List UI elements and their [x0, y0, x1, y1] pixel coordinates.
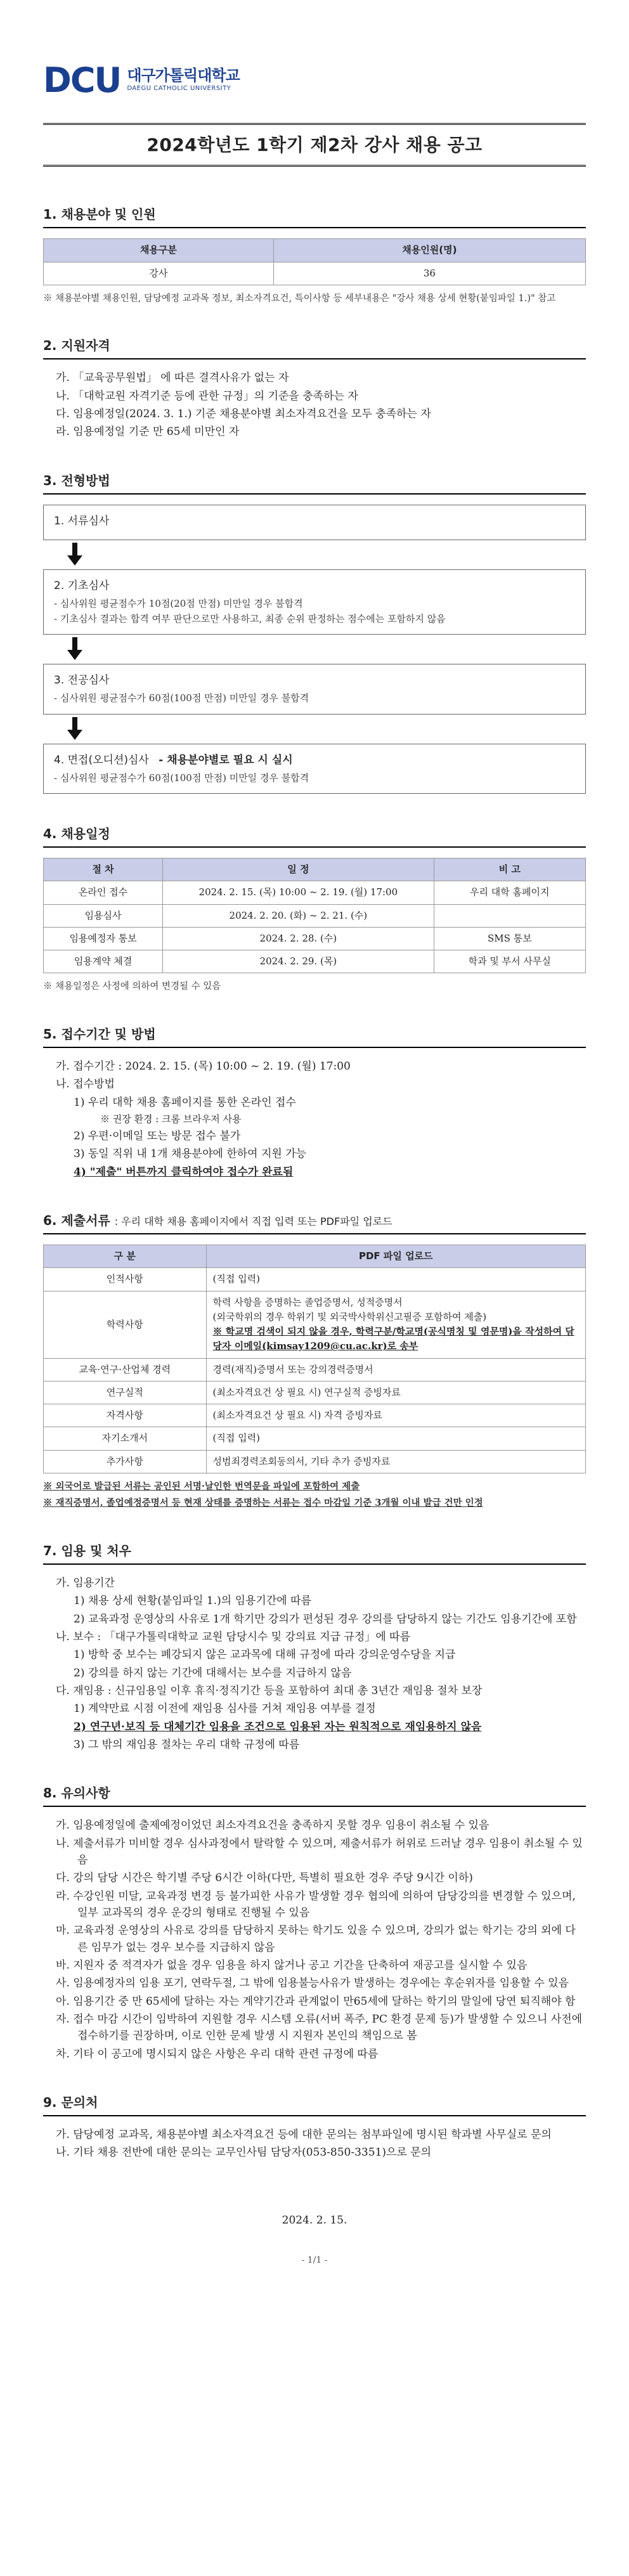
- title-box: [43, 123, 586, 167]
- section-heading: 6. 제출서류: [43, 1213, 110, 1229]
- section-screening: [43, 471, 586, 794]
- page-number: - 1/1 -: [301, 2255, 328, 2266]
- table-header: 채용인원(명): [273, 239, 585, 262]
- list-item: 마. 교육과정 운영상의 사유로 강의를 담당하지 못하는 학기도 있을 수 있으며, 강의가 없는 학기는 강의 외에 다른 임무가 없는 경우 보수를 지급하지 않음: [56, 1924, 576, 1954]
- section-positions: [43, 205, 586, 306]
- section-qualifications: [43, 336, 586, 440]
- university-logo: [43, 60, 586, 100]
- schedule-table: [43, 858, 586, 973]
- section-schedule: [43, 824, 586, 994]
- list-item: 2) 강의를 하지 않는 기간에 대해서는 보수를 지급하지 않음: [74, 1666, 352, 1680]
- list-item: 3) 동일 직위 내 1개 채용분야에 한하여 지원 가능: [74, 1148, 307, 1161]
- logo-name-ko: 대구가톨릭대학교: [127, 67, 240, 85]
- section-notices: [43, 1783, 586, 2062]
- list-item: 나. 제출서류가 미비할 경우 심사과정에서 탈락할 수 있으며, 제출서류가 허위로 드러날 경우 임용이 취소될 수 있음: [56, 1837, 583, 1867]
- table-cell: 강사: [44, 262, 274, 285]
- list-item: 1) 채용 상세 현황(붙임파일 1.)의 임용기간에 따름: [74, 1595, 311, 1608]
- page-title: 2024학년도 1학기 제2차 강사 채용 공고: [146, 134, 483, 155]
- section-contact: [43, 2093, 586, 2161]
- section-heading: 5. 접수기간 및 방법: [43, 1025, 586, 1048]
- note: ※ 채용일정은 사정에 의하여 변경될 수 있음: [43, 981, 221, 992]
- documents-table: [43, 1245, 586, 1473]
- table-header: 일 정: [163, 858, 434, 881]
- table-row: 자격사항 (최소자격요건 상 필요 시) 자격 증빙자료: [44, 1404, 586, 1427]
- table-header: 구 분: [44, 1245, 207, 1268]
- table-row: [44, 262, 586, 285]
- table-header: PDF 파일 업로드: [206, 1245, 586, 1268]
- table-cell: 36: [273, 262, 585, 285]
- list-item: 2) 교육과정 운영상의 사유로 1개 학기만 강의가 편성된 경우 강의를 담당하지 않는 기간도 임용기간에 포함: [74, 1612, 577, 1626]
- table-row: 추가사항 성범죄경력조회동의서, 기타 추가 증빙자료: [44, 1450, 586, 1473]
- step-document-review: 1. 서류심사: [43, 505, 586, 540]
- note: ※ 외국어로 발급된 서류는 공인된 서명·날인한 번역문을 파일에 포함하여 제출: [43, 1480, 360, 1492]
- list-item: 1) 우리 대학 채용 홈페이지를 통한 온라인 접수: [74, 1096, 296, 1109]
- list-item: 나. 「대학교원 자격기준 등에 관한 규정」의 기준을 충족하는 자: [56, 389, 358, 403]
- section-heading: 1. 채용분야 및 인원: [43, 205, 586, 228]
- table-row: 자기소개서 (직접 입력): [44, 1427, 586, 1450]
- list-item: 가. 접수기간 : 2024. 2. 15. (목) 10:00 ~ 2. 19. (월) 17:00: [56, 1059, 351, 1073]
- list-item: 4) "제출" 버튼까지 클릭하여야 접수가 완료됨: [74, 1165, 294, 1179]
- section-heading-extra: : 우리 대학 채용 홈페이지에서 직접 입력 또는 PDF파일 업로드: [114, 1215, 392, 1228]
- list-item: 2) 우편·이메일 또는 방문 접수 불가: [74, 1130, 241, 1143]
- table-row: 임용예정자 통보 2024. 2. 28. (수) SMS 통보: [44, 927, 586, 950]
- list-item: 가. 「교육공무원법」 에 따른 결격사유가 없는 자: [56, 372, 289, 385]
- step-basic-review: 2. 기초심사 - 심사위원 평균점수가 10점(20점 만점) 미만일 경우 불합격 - 기초심사 결과는 합격 여부 판단으로만 사용하고, 최종 순위 판정하는 점수에는 포함하지 않음: [43, 569, 586, 635]
- table-row: 학력사항 학력 사항을 증명하는 졸업증명서, 성적증명서 (외국학위의 경우 학위기 및 외국박사학위신고필증 포함하여 제출) ※ 학교명 검색이 되지 않을 경우, 학력구분/학교명(공식명칭 및 영문명)을 작성하여 담당자 이메일(kimsay1209@cu.ac.kr)로 송부: [44, 1291, 586, 1358]
- table-row: 온라인 접수 2024. 2. 15. (목) 10:00 ~ 2. 19. (월) 17:00 우리 대학 홈페이지: [44, 881, 586, 904]
- list-item: 다. 임용예정일(2024. 3. 1.) 기준 채용분야별 최소자격요건을 모두 충족하는 자: [56, 408, 431, 421]
- list-item: 나. 기타 채용 전반에 대한 문의는 교무인사팀 담당자(053-850-3351)으로 문의: [56, 2146, 432, 2159]
- section-documents: [43, 1211, 586, 1511]
- list-item: 자. 접수 마감 시간이 임박하여 지원할 경우 시스템 오류(서버 폭주, PC 환경 문제 등)가 발생할 수 있으니 사전에 접수하기를 권장하며, 이로 인한 문제 발생 시 지원자 본인의 책임으로 봄: [56, 2013, 583, 2043]
- interview-emphasis: - 채용분야별로 필요 시 실시: [159, 753, 293, 767]
- logo-name-en: DAEGU CATHOLIC UNIVERSITY: [127, 85, 231, 93]
- list-item: 1) 방학 중 보수는 폐강되지 않은 교과목에 대해 규정에 따라 강의운영수당을 지급: [74, 1648, 456, 1662]
- list-item: 차. 기타 이 공고에 명시되지 않은 사항은 우리 대학 관련 규정에 따름: [56, 2047, 379, 2061]
- section-heading: 8. 유의사항: [43, 1783, 586, 1807]
- list-item: 다. 강의 담당 시간은 학기별 주당 6시간 이하(다만, 특별히 필요한 경우 주당 9시간 이하): [56, 1872, 473, 1885]
- list-item: 2) 연구년·보직 등 대체기간 임용을 조건으로 임용된 자는 원칙적으로 재임용하지 않음: [74, 1720, 482, 1733]
- logo-mark: DCU: [43, 60, 121, 100]
- table-row: 인적사항 (직접 입력): [44, 1268, 586, 1291]
- list-item: 가. 임용예정일에 출제예정이었던 최소자격요건을 충족하지 못할 경우 임용이 취소될 수 있음: [56, 1819, 490, 1832]
- list-item: 나. 접수방법: [56, 1078, 115, 1091]
- positions-table: [43, 238, 586, 285]
- section-appointment: [43, 1541, 586, 1753]
- education-note: ※ 학교명 검색이 되지 않을 경우, 학력구분/학교명(공식명칭 및 영문명)을 작성하여 담당자 이메일(kimsay1209@cu.ac.kr)로 송부: [212, 1326, 574, 1352]
- section-heading: 2. 지원자격: [43, 336, 586, 359]
- table-row: 임용계약 체결 2024. 2. 29. (목) 학과 및 부서 사무실: [44, 950, 586, 973]
- table-header: 절 차: [44, 858, 163, 881]
- list-item: 3) 그 밖의 재임용 절차는 우리 대학 규정에 따름: [74, 1738, 300, 1751]
- note: ※ 재직증명서, 졸업예정증명서 등 현재 상태를 증명하는 서류는 접수 마감일 기준 3개월 이내 발급 건만 인정: [43, 1498, 483, 1509]
- list-item: 사. 임용예정자의 임용 포기, 연락두절, 그 밖에 임용불능사유가 발생하는 경우에는 후순위자를 임용할 수 있음: [56, 1977, 569, 1990]
- list-item: 바. 지원자 중 적격자가 없을 경우 임용을 하지 않거나 공고 기간을 단축하여 재공고를 실시할 수 있음: [56, 1959, 528, 1972]
- list-item: 가. 담당예정 교과목, 채용분야별 최소자격요건 등에 대한 문의는 첨부파일에 명시된 학과별 사무실로 문의: [56, 2128, 552, 2142]
- list-item: 나. 보수 : 「대구가톨릭대학교 교원 담당시수 및 강의료 지급 규정」에 따름: [56, 1630, 410, 1643]
- step-major-review: 3. 전공심사 - 심사위원 평균점수가 60점(100점 만점) 미만일 경우 불합격: [43, 664, 586, 715]
- section-heading: 4. 채용일정: [43, 824, 586, 848]
- note: ※ 권장 환경 : 크롬 브라우저 사용: [100, 1113, 242, 1125]
- list-item: 아. 임용기간 중 만 65세에 달하는 자는 계약기간과 관계없이 만65세에 달하는 학기의 말일에 당연 퇴직해야 함: [56, 1995, 576, 2008]
- table-row: 연구실적 (최소자격요건 상 필요 시) 연구실적 증빙자료: [44, 1381, 586, 1404]
- table-header: 비 고: [434, 858, 585, 881]
- section-heading: 9. 문의처: [43, 2093, 586, 2116]
- section-heading: 3. 전형방법: [43, 471, 586, 495]
- down-arrow-icon: [43, 540, 586, 569]
- note: ※ 채용분야별 채용인원, 담당예정 교과목 정보, 최소자격요건, 특이사항 등 세부내용은 "강사 채용 상세 현황(붙임파일 1.)" 참고: [43, 293, 556, 304]
- list-item: 가. 임용기간: [56, 1576, 115, 1589]
- list-item: 라. 수강인원 미달, 교육과정 변경 등 불가피한 사유가 발생할 경우 협의에 의하여 담당강의를 변경할 수 있으며, 일부 교과목의 경우 운강의 형태로 진행될 수 있음: [56, 1889, 576, 1919]
- step-interview: 4. 면접(오디션)심사 - 채용분야별로 필요 시 실시 - 심사위원 평균점수가 60점(100점 만점) 미만일 경우 불합격: [43, 744, 586, 794]
- down-arrow-icon: [43, 715, 586, 744]
- list-item: 라. 임용예정일 기준 만 65세 미만인 자: [56, 425, 240, 439]
- table-row: 임용심사 2024. 2. 20. (화) ~ 2. 21. (수): [44, 904, 586, 927]
- table-header: 채용구분: [44, 239, 274, 262]
- table-row: 교육·연구·산업체 경력 경력(재직)증명서 또는 강의경력증명서: [44, 1358, 586, 1381]
- section-heading: 7. 임용 및 처우: [43, 1541, 586, 1565]
- list-item: 1) 계약만료 시점 이전에 재임용 심사를 거쳐 재임용 여부를 결정: [74, 1702, 376, 1716]
- announcement-date: 2024. 2. 15.: [282, 2213, 347, 2227]
- list-item: 다. 재임용 : 신규임용일 이후 휴직·정직기간 등을 포함하여 최대 총 3년간 재임용 절차 보장: [56, 1684, 483, 1697]
- section-application: [43, 1025, 586, 1181]
- down-arrow-icon: [43, 635, 586, 664]
